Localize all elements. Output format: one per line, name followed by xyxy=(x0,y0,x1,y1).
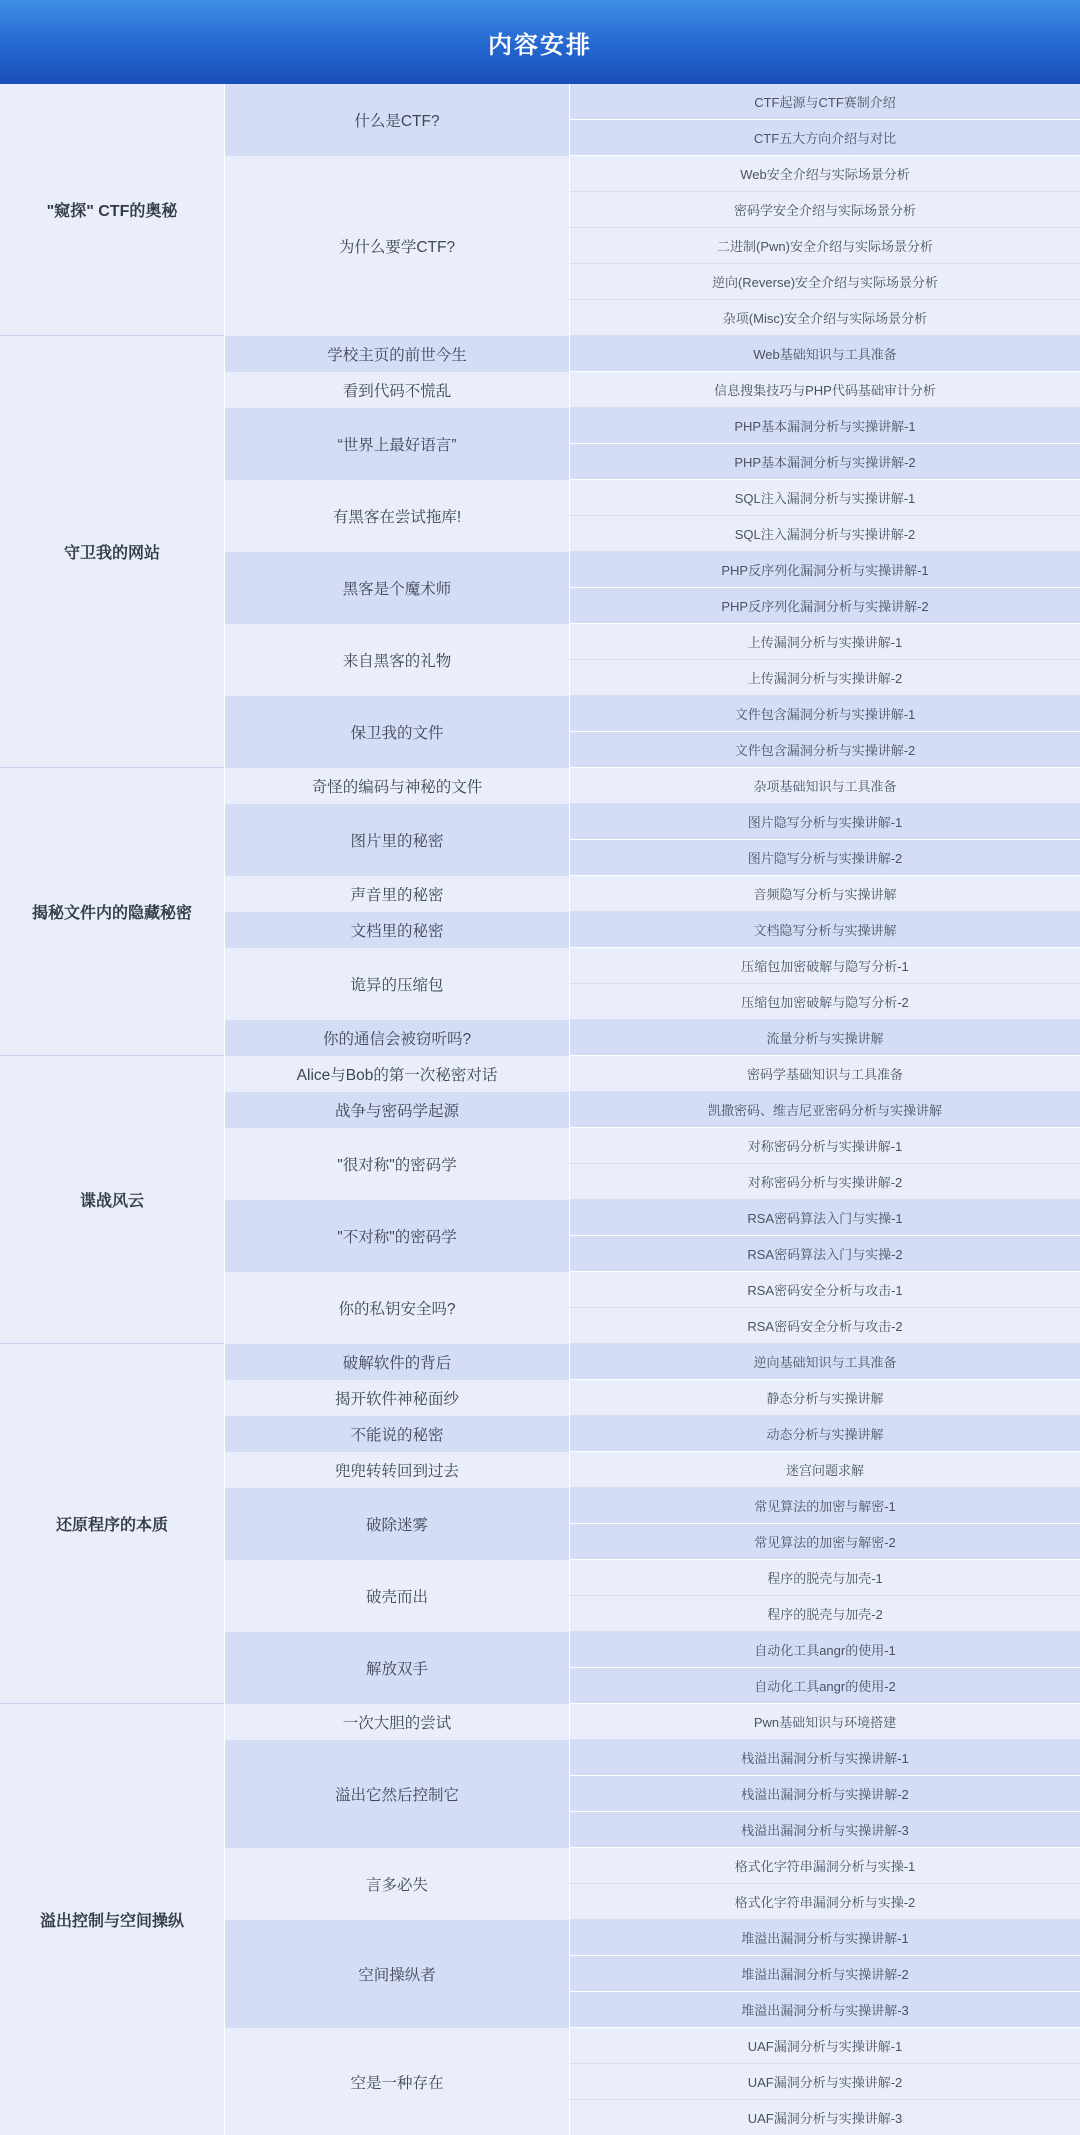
lesson-item: UAF漏洞分析与实操讲解-2 xyxy=(570,2064,1080,2100)
topic-row xyxy=(224,1380,1080,1416)
lesson-item: 栈溢出漏洞分析与实操讲解-2 xyxy=(570,1776,1080,1812)
topic-title: 文档里的秘密 xyxy=(224,912,570,948)
lesson-item: 压缩包加密破解与隐写分析-2 xyxy=(570,984,1080,1020)
lesson-item: 堆溢出漏洞分析与实操讲解-3 xyxy=(570,1992,1080,2028)
module-name: 还原程序的本质 xyxy=(0,1344,224,1704)
module-name: 揭秘文件内的隐藏秘密 xyxy=(0,768,224,1056)
topic-row xyxy=(224,1560,1080,1632)
topic-row xyxy=(224,1092,1080,1128)
lesson-item: 栈溢出漏洞分析与实操讲解-1 xyxy=(570,1740,1080,1776)
lesson-item: Web安全介绍与实际场景分析 xyxy=(570,156,1080,192)
lesson-item: SQL注入漏洞分析与实操讲解-1 xyxy=(570,480,1080,516)
lesson-item: 上传漏洞分析与实操讲解-1 xyxy=(570,624,1080,660)
lesson-item: 迷宫问题求解 xyxy=(570,1452,1080,1488)
topic-title: 空是一种存在 xyxy=(224,2028,570,2135)
lesson-item: 逆向基础知识与工具准备 xyxy=(570,1344,1080,1380)
topic-title: 不能说的秘密 xyxy=(224,1416,570,1452)
topic-title: 兜兜转转回到过去 xyxy=(224,1452,570,1488)
lesson-item: UAF漏洞分析与实操讲解-1 xyxy=(570,2028,1080,2064)
module-block xyxy=(0,1056,1080,1344)
page-header xyxy=(0,0,1080,84)
topic-title: 你的私钥安全吗? xyxy=(224,1272,570,1344)
lesson-item: 常见算法的加密与解密-1 xyxy=(570,1488,1080,1524)
lesson-item: 常见算法的加密与解密-2 xyxy=(570,1524,1080,1560)
lesson-item: 压缩包加密破解与隐写分析-1 xyxy=(570,948,1080,984)
topic-title: 诡异的压缩包 xyxy=(224,948,570,1020)
lesson-item: 动态分析与实操讲解 xyxy=(570,1416,1080,1452)
lesson-item: RSA密码安全分析与攻击-2 xyxy=(570,1308,1080,1344)
topic-title: 有黑客在尝试拖库! xyxy=(224,480,570,552)
module-block xyxy=(0,768,1080,1056)
topic-row xyxy=(224,84,1080,156)
module-block xyxy=(0,84,1080,336)
topic-title: 破除迷雾 xyxy=(224,1488,570,1560)
lesson-item: RSA密码算法入门与实操-2 xyxy=(570,1236,1080,1272)
lesson-item: 信息搜集技巧与PHP代码基础审计分析 xyxy=(570,372,1080,408)
topic-title: 溢出它然后控制它 xyxy=(224,1740,570,1848)
topic-row xyxy=(224,696,1080,768)
topic-row xyxy=(224,804,1080,876)
lesson-item: UAF漏洞分析与实操讲解-3 xyxy=(570,2100,1080,2135)
module-block xyxy=(0,1344,1080,1704)
topic-title: 来自黑客的礼物 xyxy=(224,624,570,696)
topic-title: 解放双手 xyxy=(224,1632,570,1704)
topic-row xyxy=(224,1452,1080,1488)
topic-row xyxy=(224,1272,1080,1344)
lesson-item: 文件包含漏洞分析与实操讲解-1 xyxy=(570,696,1080,732)
lesson-item: PHP基本漏洞分析与实操讲解-1 xyxy=(570,408,1080,444)
lesson-item: 对称密码分析与实操讲解-2 xyxy=(570,1164,1080,1200)
topic-row xyxy=(224,876,1080,912)
lesson-item: 杂项(Misc)安全介绍与实际场景分析 xyxy=(570,300,1080,336)
lesson-item: CTF五大方向介绍与对比 xyxy=(570,120,1080,156)
topic-title: 黑客是个魔术师 xyxy=(224,552,570,624)
topic-row xyxy=(224,1848,1080,1920)
topic-row xyxy=(224,1020,1080,1056)
topic-row xyxy=(224,552,1080,624)
topic-row xyxy=(224,372,1080,408)
lesson-item: 文档隐写分析与实操讲解 xyxy=(570,912,1080,948)
topic-row xyxy=(224,912,1080,948)
lesson-item: 对称密码分析与实操讲解-1 xyxy=(570,1128,1080,1164)
lesson-item: 音频隐写分析与实操讲解 xyxy=(570,876,1080,912)
topic-row xyxy=(224,1416,1080,1452)
topic-title: 声音里的秘密 xyxy=(224,876,570,912)
topic-row xyxy=(224,1056,1080,1092)
topic-title: 图片里的秘密 xyxy=(224,804,570,876)
topic-title: "不对称"的密码学 xyxy=(224,1200,570,1272)
topic-row xyxy=(224,948,1080,1020)
lesson-item: 自动化工具angr的使用-2 xyxy=(570,1668,1080,1704)
lesson-item: 堆溢出漏洞分析与实操讲解-2 xyxy=(570,1956,1080,1992)
topic-row xyxy=(224,1704,1080,1740)
lesson-item: 凯撒密码、维吉尼亚密码分析与实操讲解 xyxy=(570,1092,1080,1128)
topic-title: “世界上最好语言” xyxy=(224,408,570,480)
lesson-item: RSA密码算法入门与实操-1 xyxy=(570,1200,1080,1236)
lesson-item: 图片隐写分析与实操讲解-2 xyxy=(570,840,1080,876)
lesson-item: 密码学基础知识与工具准备 xyxy=(570,1056,1080,1092)
topic-title: 破壳而出 xyxy=(224,1560,570,1632)
lesson-item: 流量分析与实操讲解 xyxy=(570,1020,1080,1056)
lesson-item: 二进制(Pwn)安全介绍与实际场景分析 xyxy=(570,228,1080,264)
lesson-item: 程序的脱壳与加壳-2 xyxy=(570,1596,1080,1632)
topic-row xyxy=(224,336,1080,372)
topic-title: 你的通信会被窃听吗? xyxy=(224,1020,570,1056)
topic-row xyxy=(224,480,1080,552)
lesson-item: 栈溢出漏洞分析与实操讲解-3 xyxy=(570,1812,1080,1848)
topic-row xyxy=(224,1632,1080,1704)
module-name: 溢出控制与空间操纵 xyxy=(0,1704,224,2135)
topic-title: 学校主页的前世今生 xyxy=(224,336,570,372)
topic-title: 揭开软件神秘面纱 xyxy=(224,1380,570,1416)
topic-row xyxy=(224,1488,1080,1560)
lesson-item: CTF起源与CTF赛制介绍 xyxy=(570,84,1080,120)
lesson-item: 文件包含漏洞分析与实操讲解-2 xyxy=(570,732,1080,768)
lesson-item: Pwn基础知识与环境搭建 xyxy=(570,1704,1080,1740)
topic-row xyxy=(224,408,1080,480)
topic-title: 破解软件的背后 xyxy=(224,1344,570,1380)
topic-title: Alice与Bob的第一次秘密对话 xyxy=(224,1056,570,1092)
lesson-item: PHP反序列化漏洞分析与实操讲解-1 xyxy=(570,552,1080,588)
topic-row xyxy=(224,1740,1080,1848)
module-name: 守卫我的网站 xyxy=(0,336,224,768)
topic-title: 看到代码不慌乱 xyxy=(224,372,570,408)
topic-row xyxy=(224,2028,1080,2135)
topic-title: 保卫我的文件 xyxy=(224,696,570,768)
topic-row xyxy=(224,1128,1080,1200)
module-name: 谍战风云 xyxy=(0,1056,224,1344)
topic-title: 为什么要学CTF? xyxy=(224,156,570,336)
lesson-item: Web基础知识与工具准备 xyxy=(570,336,1080,372)
topic-title: 战争与密码学起源 xyxy=(224,1092,570,1128)
lesson-item: 逆向(Reverse)安全介绍与实际场景分析 xyxy=(570,264,1080,300)
lesson-item: SQL注入漏洞分析与实操讲解-2 xyxy=(570,516,1080,552)
topic-title: "很对称"的密码学 xyxy=(224,1128,570,1200)
page-title: 内容安排 xyxy=(488,31,592,59)
lesson-item: 密码学安全介绍与实际场景分析 xyxy=(570,192,1080,228)
topic-row xyxy=(224,1344,1080,1380)
lesson-item: 堆溢出漏洞分析与实操讲解-1 xyxy=(570,1920,1080,1956)
curriculum-table xyxy=(0,84,1080,2135)
lesson-item: 杂项基础知识与工具准备 xyxy=(570,768,1080,804)
topic-title: 空间操纵者 xyxy=(224,1920,570,2028)
lesson-item: 静态分析与实操讲解 xyxy=(570,1380,1080,1416)
lesson-item: PHP基本漏洞分析与实操讲解-2 xyxy=(570,444,1080,480)
lesson-item: PHP反序列化漏洞分析与实操讲解-2 xyxy=(570,588,1080,624)
topic-title: 什么是CTF? xyxy=(224,84,570,156)
lesson-item: 格式化字符串漏洞分析与实操-2 xyxy=(570,1884,1080,1920)
lesson-item: 程序的脱壳与加壳-1 xyxy=(570,1560,1080,1596)
topic-row xyxy=(224,1200,1080,1272)
lesson-item: 图片隐写分析与实操讲解-1 xyxy=(570,804,1080,840)
module-name: "窥探" CTF的奥秘 xyxy=(0,84,224,336)
lesson-item: 上传漏洞分析与实操讲解-2 xyxy=(570,660,1080,696)
topic-row xyxy=(224,156,1080,336)
module-block xyxy=(0,1704,1080,2135)
topic-row xyxy=(224,624,1080,696)
lesson-item: RSA密码安全分析与攻击-1 xyxy=(570,1272,1080,1308)
lesson-item: 格式化字符串漏洞分析与实操-1 xyxy=(570,1848,1080,1884)
topic-title: 奇怪的编码与神秘的文件 xyxy=(224,768,570,804)
topic-row xyxy=(224,768,1080,804)
module-block xyxy=(0,336,1080,768)
topic-row xyxy=(224,1920,1080,2028)
lesson-item: 自动化工具angr的使用-1 xyxy=(570,1632,1080,1668)
topic-title: 言多必失 xyxy=(224,1848,570,1920)
topic-title: 一次大胆的尝试 xyxy=(224,1704,570,1740)
